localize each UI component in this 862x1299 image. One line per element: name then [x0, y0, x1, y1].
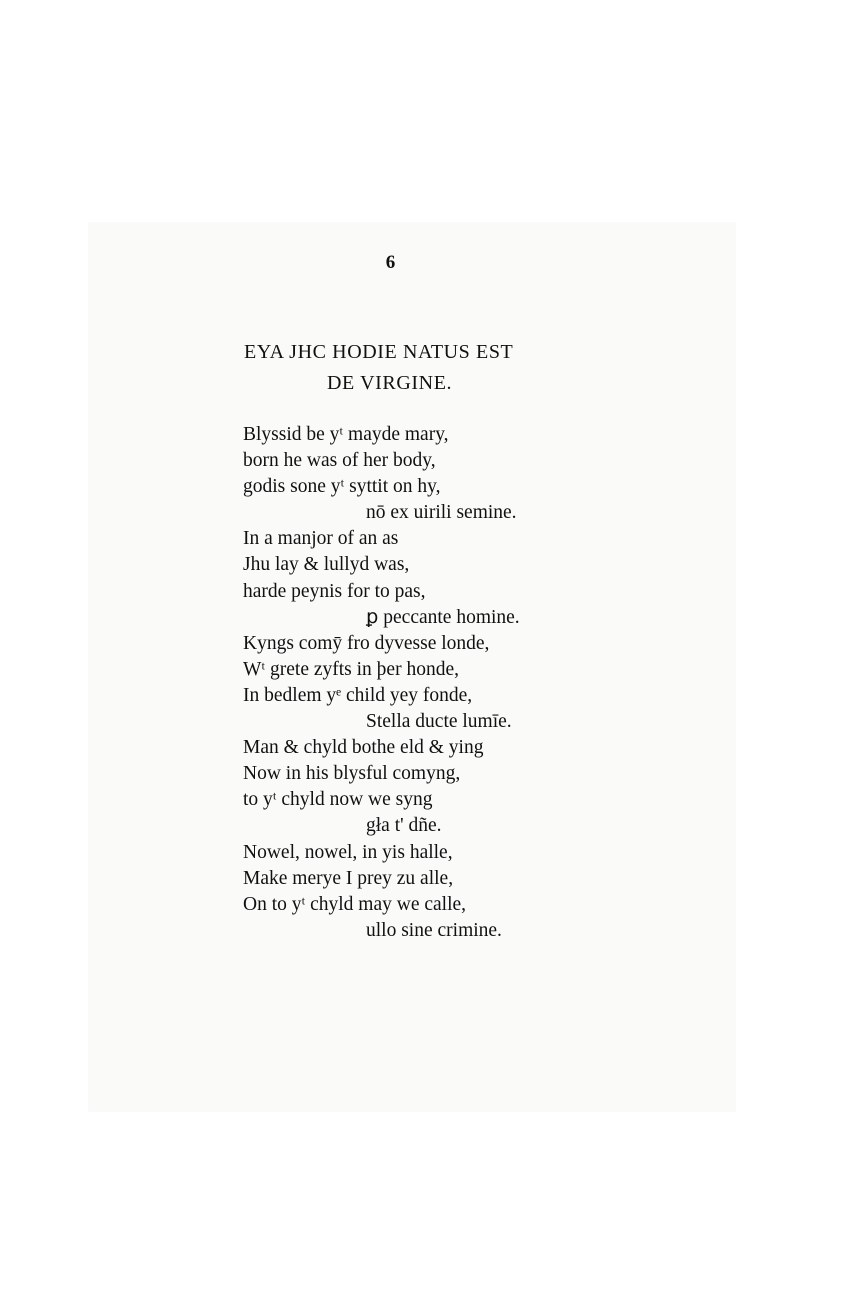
refrain-line: ullo sine crimine.	[366, 919, 502, 941]
verse-line: In a manjor of an as	[243, 528, 399, 550]
verse-line: godis sone yᵗ syttit on hy,	[243, 476, 441, 498]
verse-line: Wᵗ grete zyfts in þer honde,	[243, 658, 459, 680]
verse-line: harde peynis for to pas,	[243, 580, 426, 602]
refrain-line: nō ex uirili semine.	[366, 502, 517, 524]
verse-line: born he was of her body,	[243, 450, 436, 472]
refrain-line: gła t' dñe.	[366, 815, 442, 837]
verse-line: to yᵗ chyld now we syng	[243, 789, 433, 811]
verse-line: Man & chyld bothe eld & ying	[243, 737, 484, 759]
poem-body	[243, 422, 643, 944]
verse-line: Blyssid be yᵗ mayde mary,	[243, 424, 449, 445]
page-number: 6	[385, 252, 396, 273]
verse-line: Jhu lay & lullyd was,	[243, 554, 410, 576]
verse-line: On to yᵗ chyld may we calle,	[243, 893, 467, 915]
poem-title-line-2: DE VIRGINE.	[327, 372, 453, 394]
verse-line: In bedlem yᵉ child yey fonde,	[243, 684, 473, 706]
poem-title-line-1: EYA JHC HODIE NATUS EST	[244, 341, 514, 363]
verse-line: Kyngs comȳ fro dyvesse londe,	[243, 632, 490, 654]
refrain-line: ꝑ peccante homine.	[366, 606, 520, 628]
verse-line: Nowel, nowel, in yis halle,	[243, 841, 453, 863]
verse-line: Make merye I prey zu alle,	[243, 867, 454, 889]
verse-line: Now in his blysful comyng,	[243, 763, 461, 785]
refrain-line: Stella ducte lumīe.	[366, 711, 512, 733]
